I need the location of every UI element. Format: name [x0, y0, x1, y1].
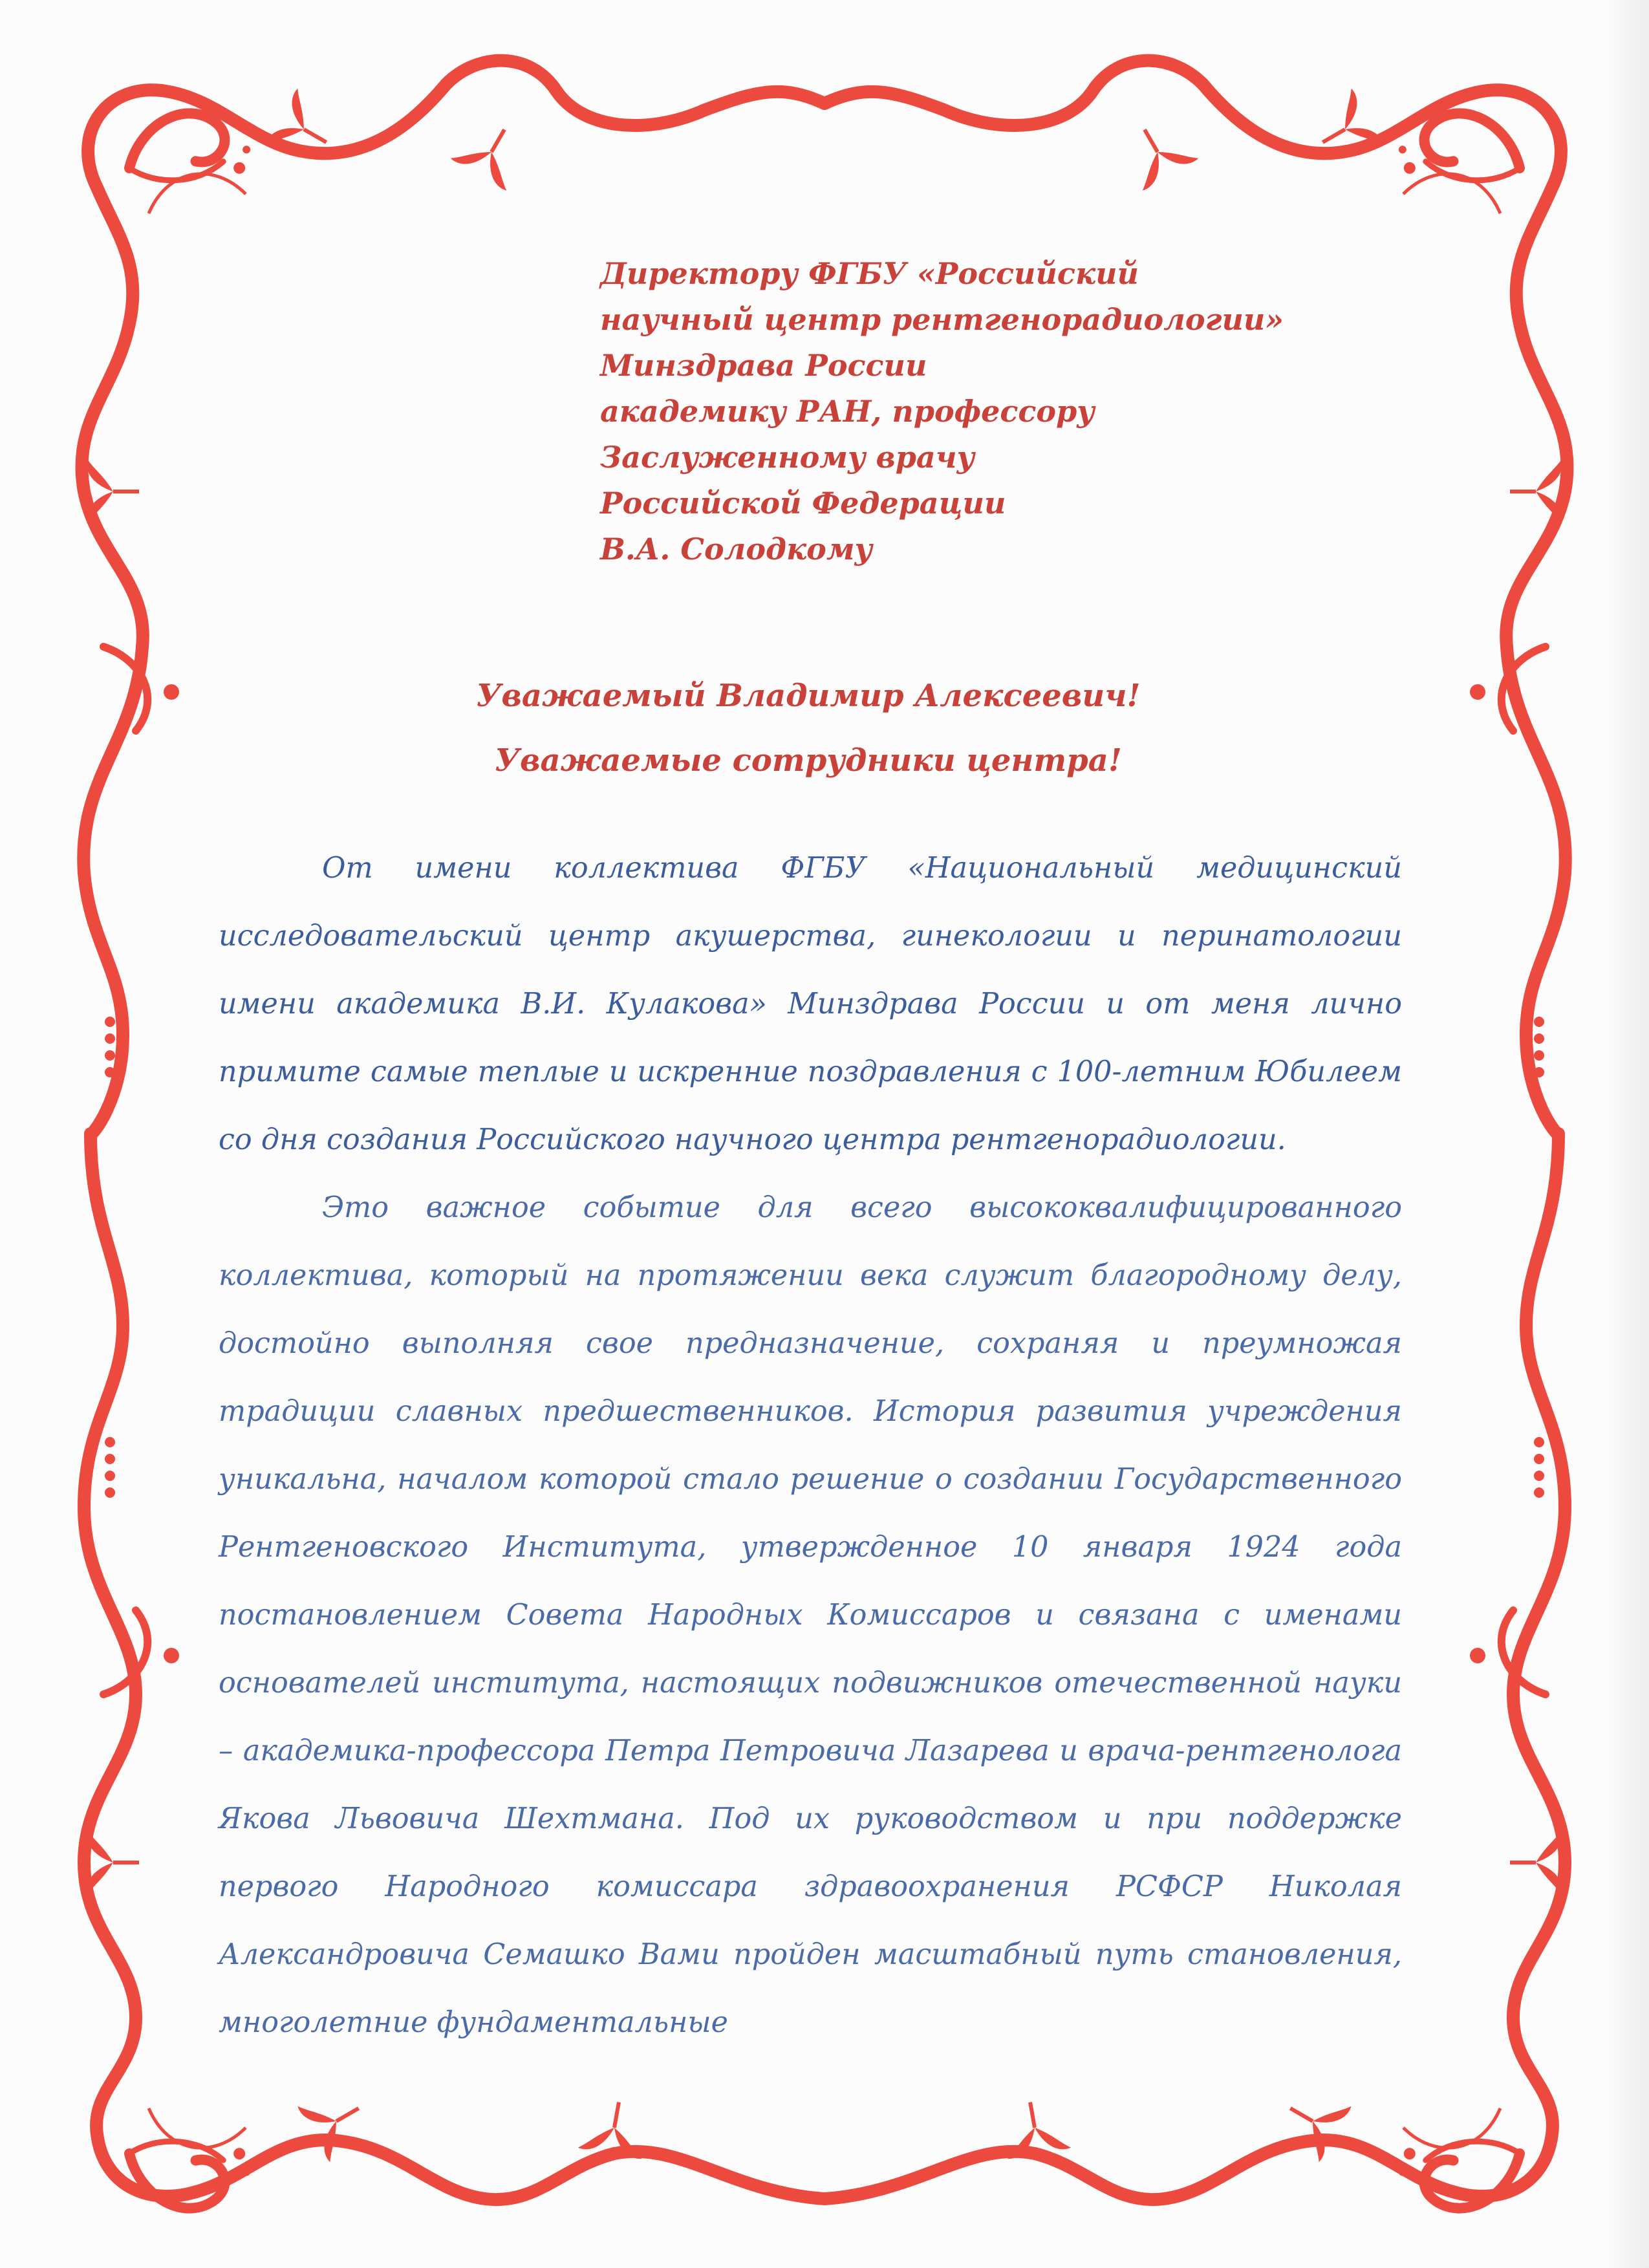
- letter-body: [219, 834, 1402, 2057]
- addressee-line: научный центр рентгенорадиологии»: [600, 302, 1284, 337]
- body-paragraph: От имени коллектива ФГБУ «Национальный медицинский исследовательский центр акушерства, гинекологии и перинатологии имени академика В.И. Кулакова» Минздрава России и от меня лично примите самые теплые и искренние поздравления с 100-летним Юбилеем со дня создания Российского научного центра рентгенорадиологии.: [219, 852, 1402, 1156]
- page-edge-shadow: [1604, 0, 1649, 2268]
- addressee-line: Заслуженному врачу: [600, 440, 975, 475]
- salutation-line-2: Уважаемые сотрудники центра!: [495, 742, 1122, 779]
- addressee-line: В.А. Солодкому: [600, 532, 873, 567]
- addressee-line: академику РАН, профессору: [600, 394, 1095, 429]
- addressee-block: [600, 251, 1324, 572]
- body-paragraph: Это важное событие для всего высококвалифицированного коллектива, который на протяжении века служит благородному делу, достойно выполняя свое предназначение, сохраняя и преумножая традиции славных предшественников. История развития учреждения уникальна, началом которой стало решение о создании Государственного Рентгеновского Института, утвержденное 10 января 1924 года постановлением Совета Народных Комиссаров и связана с именами основателей института, настоящих подвижников отечественной науки – академика-профессора Петра Петровича Лазарева и врача-рентгенолога Якова Львовича Шехтмана. Под их руководством и при поддержке первого Народного комиссара здравоохранения РСФСР Николая Александровича Семашко Вами пройден масштабный путь становления, многолетние фундаментальные: [219, 1191, 1402, 2039]
- addressee-line: Директору ФГБУ «Российский: [600, 256, 1139, 291]
- addressee-line: Минздрава России: [600, 348, 927, 383]
- addressee-line: Российской Федерации: [600, 486, 1006, 521]
- salutation-line-1: Уважаемый Владимир Алексеевич!: [476, 678, 1141, 714]
